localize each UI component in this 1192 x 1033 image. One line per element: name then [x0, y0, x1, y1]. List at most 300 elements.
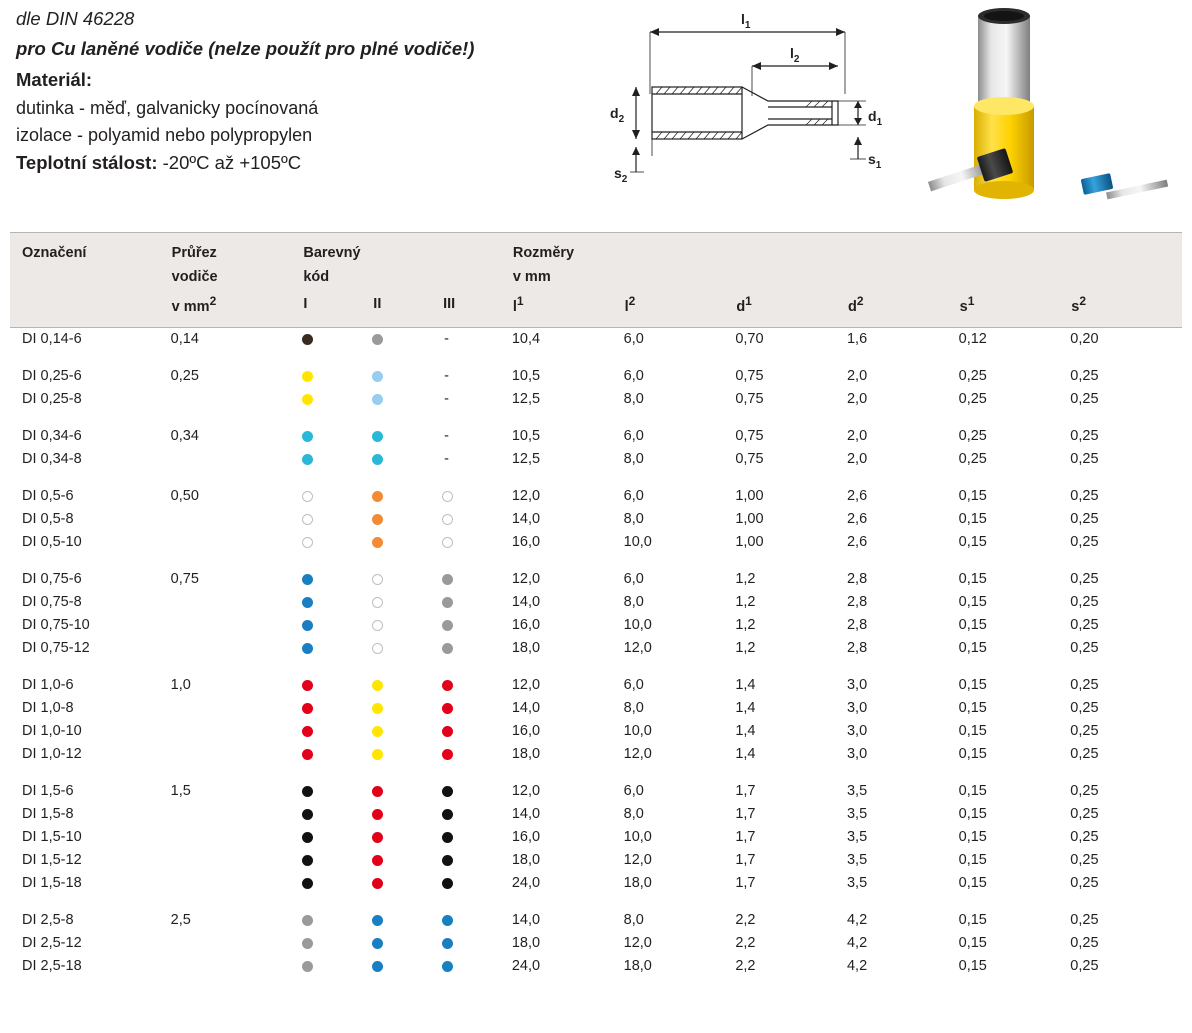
header-prurez-cell: [171, 233, 303, 266]
cell-d1: 1,00: [735, 534, 764, 551]
table-row: [10, 849, 1182, 872]
cell-designation: DI 1,5-6: [22, 783, 74, 800]
color-code-dot: [372, 431, 383, 442]
cell-d1: 1,7: [735, 875, 756, 892]
svg-text:l1: $l_1$: [741, 11, 751, 31]
header-s2: s: [1071, 298, 1080, 315]
color-code-cell-III: [442, 674, 512, 697]
row-spacer: [10, 554, 1182, 568]
color-code-cell-II: [372, 720, 442, 743]
cell-l2: 6,0: [623, 677, 644, 694]
header-col-I: I: [303, 295, 308, 312]
cell-d1: 0,75: [735, 451, 764, 468]
temperature-label: Teplotní stálost:: [16, 152, 158, 173]
color-code-dot: [372, 726, 383, 737]
color-code-cell-I: [302, 909, 372, 932]
header-spacer-5: [847, 233, 959, 266]
temperature-stability: [16, 150, 636, 176]
header-spacer-1: [372, 233, 442, 266]
cell-s1: 0,12: [958, 331, 987, 348]
cell-d2: 2,8: [846, 594, 868, 611]
color-code-cell-II: [372, 568, 442, 591]
cell-d1: 1,7: [735, 829, 756, 846]
color-code-dot: [302, 334, 313, 345]
color-code-cell-II: [372, 448, 442, 471]
header-l2-cell: [624, 289, 736, 327]
color-code-cell-I: [302, 485, 372, 508]
color-code-none: -: [444, 428, 449, 445]
cell-l2: 8,0: [623, 912, 644, 929]
color-code-cell-II: [372, 508, 442, 531]
color-code-cell-II: [372, 531, 442, 554]
photo-small-blue-ferrule: [1081, 173, 1168, 199]
cell-d2: 3,0: [846, 700, 868, 717]
color-code-dot: [442, 938, 453, 949]
cell-l1: 18,0: [511, 852, 541, 869]
color-code-none: -: [444, 368, 449, 385]
color-code-dot: [442, 786, 453, 797]
color-code-cell-III: [442, 485, 512, 508]
color-code-dot: [372, 809, 383, 820]
cell-l1: 16,0: [511, 829, 541, 846]
cell-designation: DI 1,5-8: [22, 806, 74, 823]
cell-s2: 0,25: [1070, 806, 1099, 823]
color-code-cell-II: [372, 327, 442, 351]
cell-s1: 0,15: [958, 511, 987, 528]
cell-s2: 0,25: [1070, 677, 1099, 694]
header-barevny-cell: [302, 233, 372, 266]
color-code-dot: [372, 786, 383, 797]
color-code-cell-I: [302, 508, 372, 531]
header-blank-3: [442, 265, 512, 289]
cell-s2: 0,25: [1070, 829, 1099, 846]
color-code-dot: [302, 371, 313, 382]
header-s1: s: [959, 298, 968, 315]
table-row: [10, 531, 1182, 554]
header-blank-1: [10, 265, 171, 289]
cell-d1: 0,70: [735, 331, 764, 348]
cell-s1: 0,15: [958, 806, 987, 823]
color-code-dot: [442, 703, 453, 714]
drawing-label-d1: d: [868, 108, 877, 124]
header-blank-4: [624, 265, 736, 289]
header-row-2: [10, 265, 1182, 289]
table-row: [10, 872, 1182, 895]
color-code-dot-hollow: [442, 514, 453, 525]
color-code-dot: [372, 537, 383, 548]
header-l2-sub: 2: [628, 294, 636, 308]
cell-d1: 1,2: [735, 594, 756, 611]
cell-designation: DI 0,5-10: [22, 534, 82, 551]
color-code-dot: [302, 961, 313, 972]
cell-d2: 2,0: [846, 391, 868, 408]
cell-s2: 0,25: [1070, 640, 1099, 657]
color-code-dot: [302, 786, 313, 797]
color-code-cell-III: [442, 803, 512, 826]
specifications-table-wrapper: [10, 232, 1182, 978]
cell-designation: DI 1,0-8: [22, 700, 74, 717]
color-code-cell-III: [442, 872, 512, 895]
color-code-dot: [302, 394, 313, 405]
cell-d1: 1,4: [735, 700, 756, 717]
header-oznaceni-cell: [10, 233, 171, 266]
color-code-cell-II: [372, 909, 442, 932]
color-code-none: -: [444, 451, 449, 468]
cell-d2: 3,0: [846, 746, 868, 763]
header-blank-2: [372, 265, 442, 289]
cell-d2: 2,6: [846, 488, 868, 505]
table-row: [10, 448, 1182, 471]
cell-l1: 14,0: [511, 594, 541, 611]
cell-cross-section: [171, 637, 303, 660]
specifications-table: [10, 232, 1182, 978]
cell-designation: DI 2,5-12: [22, 935, 82, 952]
drawing-label-s1: s: [868, 151, 876, 167]
standard-reference: dle DIN 46228: [16, 8, 135, 29]
color-code-dot: [302, 574, 313, 585]
cell-s1: 0,15: [958, 912, 987, 929]
cell-l2: 10,0: [623, 617, 652, 634]
color-code-dot: [442, 809, 453, 820]
table-row: [10, 955, 1182, 978]
color-code-cell-III: [442, 531, 512, 554]
cell-d2: 3,0: [846, 723, 868, 740]
cell-d1: 1,4: [735, 677, 756, 694]
cell-s2: 0,25: [1070, 571, 1099, 588]
cell-l1: 18,0: [511, 746, 541, 763]
color-code-dot: [372, 855, 383, 866]
color-code-cell-II: [372, 849, 442, 872]
header-blank-5: [735, 265, 847, 289]
cell-d2: 2,8: [846, 617, 868, 634]
cell-l1: 16,0: [511, 534, 541, 551]
color-code-dot: [372, 749, 383, 760]
color-code-cell-III: [442, 780, 512, 803]
cell-cross-section: [171, 697, 303, 720]
row-spacer: [10, 411, 1182, 425]
color-code-cell-III: [442, 591, 512, 614]
color-code-dot-hollow: [302, 491, 313, 502]
cell-s1: 0,15: [958, 783, 987, 800]
header-col-III-cell: [442, 289, 512, 327]
material-heading: Materiál:: [16, 69, 93, 90]
color-code-dot-hollow: [442, 491, 453, 502]
table-row: [10, 826, 1182, 849]
cell-d2: 2,0: [846, 368, 868, 385]
color-code-dot: [442, 680, 453, 691]
cell-s2: 0,25: [1070, 912, 1099, 929]
cell-l1: 14,0: [511, 912, 541, 929]
header-barevny-cell-2: [302, 265, 372, 289]
color-code-cell-II: [372, 872, 442, 895]
color-code-dot: [302, 680, 313, 691]
cell-l1: 24,0: [511, 958, 541, 975]
cell-d1: 1,4: [735, 723, 756, 740]
color-code-dot: [372, 703, 383, 714]
cell-cross-section: [171, 803, 303, 826]
cell-cross-section: [171, 531, 303, 554]
color-code-cell-II: [372, 637, 442, 660]
drawing-label-s2: s: [614, 165, 622, 181]
drawing-label-d2: d: [610, 105, 619, 121]
table-row: [10, 614, 1182, 637]
cell-s2: 0,25: [1070, 428, 1099, 445]
cell-s1: 0,25: [958, 368, 987, 385]
header-barevny-line2: kód: [303, 269, 330, 285]
color-code-cell-III: [442, 849, 512, 872]
color-code-none: -: [444, 331, 449, 348]
color-code-cell-III: [442, 720, 512, 743]
cell-d1: 1,00: [735, 488, 764, 505]
header-d2-cell: [847, 289, 959, 327]
color-code-dot: [442, 643, 453, 654]
color-code-dot-hollow: [372, 574, 383, 585]
cell-designation: DI 0,75-8: [22, 594, 82, 611]
cell-s1: 0,15: [958, 677, 987, 694]
header-spacer-4: [735, 233, 847, 266]
color-code-dot: [302, 915, 313, 926]
cell-s2: 0,25: [1070, 511, 1099, 528]
color-code-cell-II: [372, 614, 442, 637]
cell-designation: DI 0,5-8: [22, 511, 74, 528]
table-row: [10, 743, 1182, 766]
cell-d2: 3,0: [846, 677, 868, 694]
cell-cross-section: 0,50: [170, 488, 199, 505]
color-code-dot: [442, 961, 453, 972]
color-code-dot: [302, 855, 313, 866]
color-code-dot: [302, 878, 313, 889]
svg-text:s1: $s_1$: [868, 151, 882, 171]
color-code-cell-II: [372, 826, 442, 849]
svg-text:l2: $l_2$: [790, 45, 800, 65]
cell-s1: 0,15: [958, 640, 987, 657]
cell-designation: DI 1,0-6: [22, 677, 74, 694]
color-code-dot: [302, 749, 313, 760]
cell-cross-section: 2,5: [170, 912, 191, 929]
color-code-dot: [442, 726, 453, 737]
color-code-dot: [302, 703, 313, 714]
color-code-cell-II: [372, 485, 442, 508]
cell-s1: 0,15: [958, 958, 987, 975]
color-code-dot: [302, 454, 313, 465]
cell-s1: 0,25: [958, 451, 987, 468]
color-code-cell-III: [442, 614, 512, 637]
header-blank-8: [1070, 265, 1182, 289]
material-line-1: dutinka - měď, galvanicky pocínovaná: [16, 98, 319, 118]
cell-s2: 0,25: [1070, 852, 1099, 869]
color-code-dot: [372, 832, 383, 843]
table-row: [10, 591, 1182, 614]
color-code-dot-hollow: [442, 537, 453, 548]
cell-l2: 8,0: [623, 700, 644, 717]
color-code-cell-III: [442, 568, 512, 591]
header-rozmery-line1: Rozměry: [512, 245, 575, 261]
header-l1: l: [512, 298, 517, 315]
cell-d2: 3,5: [846, 829, 868, 846]
color-code-dot: [442, 597, 453, 608]
cell-s1: 0,15: [958, 746, 987, 763]
cell-d2: 2,6: [846, 511, 868, 528]
color-code-cell-II: [372, 591, 442, 614]
cell-d2: 2,6: [846, 534, 868, 551]
color-code-cell-III: [442, 365, 512, 388]
color-code-cell-I: [302, 531, 372, 554]
row-spacer-cell: [10, 471, 1182, 485]
cell-designation: DI 1,5-12: [22, 852, 82, 869]
cell-d1: 1,2: [735, 617, 756, 634]
color-code-cell-II: [372, 425, 442, 448]
header-d2-sub: 2: [856, 294, 864, 308]
header-spacer-7: [1070, 233, 1182, 266]
cell-cross-section: 1,0: [170, 677, 191, 694]
drawing-label-l1: l: [741, 11, 745, 27]
color-code-dot: [442, 620, 453, 631]
cell-l1: 12,0: [511, 783, 541, 800]
table-row: [10, 674, 1182, 697]
cell-d1: 0,75: [735, 391, 764, 408]
header-spacer-2: [442, 233, 512, 266]
color-code-cell-III: [442, 637, 512, 660]
color-code-cell-I: [302, 932, 372, 955]
color-code-cell-I: [302, 614, 372, 637]
table-row: [10, 425, 1182, 448]
cell-l1: 12,0: [511, 677, 541, 694]
color-code-dot: [372, 514, 383, 525]
color-code-cell-III: [442, 909, 512, 932]
header-l1-cell: [512, 289, 624, 327]
cell-s1: 0,15: [958, 571, 987, 588]
svg-text:d2: $d_2$: [610, 105, 625, 125]
cell-cross-section: [171, 508, 303, 531]
cell-d2: 1,6: [846, 331, 868, 348]
cell-designation: DI 0,75-10: [22, 617, 90, 634]
cell-s1: 0,15: [958, 594, 987, 611]
cell-d2: 3,5: [846, 852, 868, 869]
color-code-dot: [442, 749, 453, 760]
header-spacer-6: [959, 233, 1071, 266]
color-code-cell-II: [372, 365, 442, 388]
header-col-I-cell: [302, 289, 372, 327]
header-l1-sub: 1: [516, 294, 524, 308]
cell-s2: 0,25: [1070, 935, 1099, 952]
cell-d1: 1,2: [735, 571, 756, 588]
color-code-cell-III: [442, 826, 512, 849]
cell-d2: 2,8: [846, 571, 868, 588]
header-blank-6: [847, 265, 959, 289]
cell-s1: 0,15: [958, 875, 987, 892]
color-code-cell-II: [372, 803, 442, 826]
cell-s2: 0,25: [1070, 958, 1099, 975]
color-code-cell-I: [302, 780, 372, 803]
cell-designation: DI 0,25-8: [22, 391, 82, 408]
cell-d1: 0,75: [735, 368, 764, 385]
color-code-cell-III: [442, 697, 512, 720]
header-spacer-3: [624, 233, 736, 266]
cell-designation: DI 0,14-6: [22, 331, 82, 348]
cell-designation: DI 1,5-18: [22, 875, 82, 892]
header-rozmery-line2: v mm: [512, 269, 551, 285]
cell-l2: 12,0: [623, 852, 652, 869]
cell-d2: 3,5: [846, 783, 868, 800]
cell-l2: 8,0: [623, 594, 644, 611]
header-col-II-cell: [372, 289, 442, 327]
cell-s2: 0,25: [1070, 700, 1099, 717]
table-header: [10, 233, 1182, 328]
row-spacer: [10, 895, 1182, 909]
color-code-cell-I: [302, 674, 372, 697]
cell-l2: 6,0: [623, 571, 644, 588]
cell-l2: 12,0: [623, 640, 652, 657]
cell-cross-section: [171, 720, 303, 743]
cell-l2: 6,0: [623, 331, 644, 348]
cell-designation: DI 0,75-12: [22, 640, 90, 657]
cell-l1: 12,0: [511, 488, 541, 505]
color-code-cell-III: [442, 955, 512, 978]
cell-s1: 0,15: [958, 488, 987, 505]
row-spacer-cell: [10, 554, 1182, 568]
color-code-cell-I: [302, 743, 372, 766]
cell-designation: DI 0,34-8: [22, 451, 82, 468]
cell-s2: 0,25: [1070, 875, 1099, 892]
cell-d1: 1,00: [735, 511, 764, 528]
cell-l2: 12,0: [623, 935, 652, 952]
ferrule-technical-drawing: [600, 4, 920, 214]
cell-s1: 0,25: [958, 391, 987, 408]
header-prurez-unit-sup: 2: [209, 294, 217, 308]
cell-l2: 8,0: [623, 451, 644, 468]
color-code-dot-hollow: [302, 537, 313, 548]
color-code-dot: [372, 878, 383, 889]
cell-d2: 4,2: [846, 912, 868, 929]
ferrule-product-photo: [920, 0, 1182, 212]
cell-l2: 8,0: [623, 511, 644, 528]
header-prurez-line1: Průřez: [171, 245, 217, 261]
table-body: [10, 327, 1182, 978]
cell-l2: 12,0: [623, 746, 652, 763]
cell-cross-section: [171, 826, 303, 849]
cell-cross-section: [171, 849, 303, 872]
row-spacer-cell: [10, 660, 1182, 674]
cell-d1: 1,4: [735, 746, 756, 763]
cell-cross-section: [171, 614, 303, 637]
cell-l1: 12,0: [511, 571, 541, 588]
cell-designation: DI 0,75-6: [22, 571, 82, 588]
color-code-cell-I: [302, 826, 372, 849]
color-code-dot: [372, 394, 383, 405]
header-oznaceni: Označení: [22, 245, 87, 261]
cell-d2: 2,0: [846, 451, 868, 468]
cell-l2: 6,0: [623, 783, 644, 800]
color-code-cell-II: [372, 697, 442, 720]
color-code-cell-II: [372, 780, 442, 803]
header-rozmery-cell-2: [512, 265, 624, 289]
cell-l1: 16,0: [511, 723, 541, 740]
cell-cross-section: 0,34: [170, 428, 199, 445]
row-spacer-cell: [10, 895, 1182, 909]
table-row: [10, 909, 1182, 932]
cell-d2: 3,5: [846, 806, 868, 823]
color-code-cell-I: [302, 425, 372, 448]
color-code-cell-III: [442, 743, 512, 766]
color-code-cell-I: [302, 872, 372, 895]
row-spacer-cell: [10, 351, 1182, 365]
color-code-dot: [442, 574, 453, 585]
cell-cross-section: [171, 591, 303, 614]
cell-cross-section: [171, 932, 303, 955]
color-code-dot: [372, 334, 383, 345]
cell-l2: 10,0: [623, 723, 652, 740]
color-code-cell-II: [372, 388, 442, 411]
